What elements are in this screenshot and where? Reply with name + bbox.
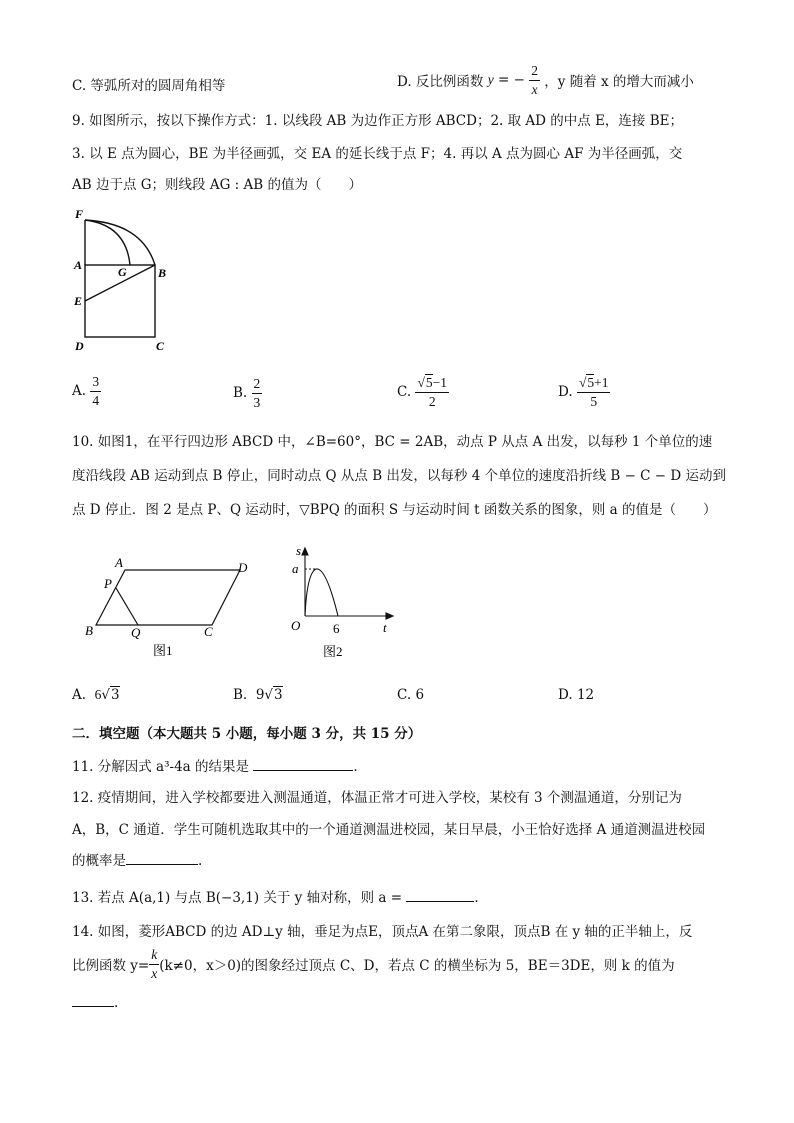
q8-d-y: y xyxy=(487,72,494,87)
option-letter: B. xyxy=(233,687,248,703)
option-letter: A. xyxy=(72,687,87,703)
q11-end: . xyxy=(353,759,358,775)
q12-line3 xyxy=(72,849,202,869)
fig2-label-a: a xyxy=(292,561,299,576)
q9-line2: 3. 以 E 点为圆心，BE 为半径画弧，交 EA 的延长线于点 F；4. 再以 A 点为圆心 AF 为半径画弧，交 xyxy=(72,146,683,162)
q10-figure1 xyxy=(80,555,255,660)
frac-den: 2 xyxy=(415,392,449,409)
frac-num: 3 xyxy=(92,374,100,389)
num-tail: +1 xyxy=(594,375,609,390)
q10-option-c xyxy=(397,687,424,703)
radicand: 5 xyxy=(587,375,595,390)
q14-line2 xyxy=(72,948,675,980)
fig1-label-a: A xyxy=(115,555,123,570)
q9-line3: AB 边于点 G；则线段 AG : AB 的值为（ ） xyxy=(72,177,362,193)
q14-fraction xyxy=(149,948,159,980)
q8-d-den: x xyxy=(529,80,540,97)
section2-title: 二．填空题（本大题共 5 小题，每小题 3 分，共 15 分） xyxy=(72,726,422,742)
fig1-label-b: B xyxy=(85,623,93,638)
q9-line1: 9. 如图所示，按以下操作方式：1. 以线段 AB 为边作正方形 ABCD；2. 取 AD 的中点 E，连接 BE； xyxy=(72,113,683,129)
fig1-label-c: C xyxy=(204,624,213,639)
q13-end: . xyxy=(474,890,479,906)
q14-line2-prefix: 比例函数 y= xyxy=(72,958,150,974)
q9-figure xyxy=(70,205,180,355)
label-g: G xyxy=(118,265,127,279)
q10-figure2 xyxy=(285,543,400,663)
frac-den: 4 xyxy=(92,392,100,408)
arc-fg xyxy=(85,220,130,265)
radicand: 5 xyxy=(425,375,433,390)
q8-d-fraction xyxy=(529,64,540,96)
frac-den: 5 xyxy=(577,392,611,409)
q10-line3: 点 D 停止．图 2 是点 P、Q 运动时，▽BPQ 的面积 S 与运动时间 t 函数关系的图象，则 a 的值是（ ） xyxy=(72,502,717,518)
label-b: B xyxy=(158,266,167,280)
q9-option-c: C. $\frac{√5-1}{2}$ xyxy=(397,375,447,409)
fig2-label-s: s xyxy=(296,543,302,558)
q14-line1: 14. 如图，菱形ABCD 的边 AD⊥y 轴，垂足为点E，顶点A 在第二象限，顶点B 在 y 轴的正半轴上，反 xyxy=(72,924,693,940)
option-letter: D. xyxy=(558,384,573,400)
label-e: E xyxy=(74,294,83,308)
q8-d-prefix: D. 反比例函数 xyxy=(397,74,484,90)
q8-option-d xyxy=(397,64,694,96)
segment-pq xyxy=(116,588,138,625)
q10-line1: 10. 如图1，在平行四边形 ABCD 中，∠B=60°，BC = 2AB，动点 P 从点 A 出发，以每秒 1 个单位的速 xyxy=(72,434,713,450)
fig2-label-6: 6 xyxy=(333,621,340,636)
label-c: C xyxy=(156,339,165,353)
label-f: F xyxy=(75,207,84,221)
area-curve xyxy=(305,569,338,616)
q9-option-d: D. $\frac{√5+1}{5}$ xyxy=(558,375,609,409)
q14-end: . xyxy=(114,995,119,1011)
t-axis-arrow xyxy=(386,613,393,619)
coef: 6 xyxy=(94,687,102,702)
q11 xyxy=(72,755,358,775)
label-d: D xyxy=(75,339,84,353)
q8-d-eq: = − xyxy=(498,72,525,88)
fig1-label-d: D xyxy=(238,560,248,575)
fig2-label-t: t xyxy=(383,620,387,635)
q14-frac-den: x xyxy=(151,965,158,981)
frac-den: 3 xyxy=(253,394,261,410)
num-tail: −1 xyxy=(432,375,447,390)
q8-d-suffix: ，y 随着 x 的增大而减小 xyxy=(544,74,694,90)
q13-text: 13. 若点 A(a,1) 与点 B(−3,1) 关于 y 轴对称，则 a = xyxy=(72,890,403,906)
q12-end: . xyxy=(198,853,203,869)
fig1-label-p: P xyxy=(104,576,112,591)
fig2-caption: 图2 xyxy=(323,644,343,659)
q14-line3 xyxy=(72,995,118,1011)
option-text: 12 xyxy=(576,687,595,703)
arc-fb xyxy=(85,220,155,265)
q12-line1: 12. 疫情期间，进入学校都要进入测温通道，体温正常才可进入学校，某校有 3 个测温通道，分别记为 xyxy=(72,790,682,806)
parallelogram-abcd xyxy=(96,570,240,625)
q10-option-a: A. 6√3 xyxy=(72,687,120,703)
q9-option-a xyxy=(72,375,101,407)
s-axis-arrow xyxy=(302,548,308,555)
option-letter: A. xyxy=(72,383,87,399)
radicand: 3 xyxy=(111,687,120,703)
option-letter: B. xyxy=(233,385,248,401)
frac-num: 2 xyxy=(253,376,261,391)
q9-option-b xyxy=(233,377,262,409)
coef: 9 xyxy=(255,687,265,703)
q14-frac-num: k xyxy=(151,947,158,962)
q8-d-num: 2 xyxy=(531,63,538,78)
label-a: A xyxy=(74,258,83,272)
q13-answer-blank[interactable] xyxy=(406,901,474,902)
option-letter: D. xyxy=(558,687,573,703)
fig2-label-o: O xyxy=(291,618,301,633)
radicand: 3 xyxy=(274,687,283,703)
q11-answer-blank[interactable] xyxy=(253,770,353,771)
q14-answer-blank[interactable] xyxy=(72,1006,114,1007)
q12-line2: A，B，C 通道．学生可随机选取其中的一个通道测温进校园，某日早晨，小王恰好选择 A 通道测温进校园 xyxy=(72,822,706,838)
option-letter: C. xyxy=(397,687,412,703)
q11-text: 11. 分解因式 a³-4a 的结果是 xyxy=(72,759,250,775)
option-letter: C. xyxy=(397,384,412,400)
q12-answer-blank[interactable] xyxy=(126,864,198,865)
q13 xyxy=(72,886,479,906)
q8-option-c: C. 等弧所对的圆周角相等 xyxy=(72,78,226,94)
fig1-caption: 图1 xyxy=(153,643,173,658)
q14-line2-suffix: (k≠0，x＞0)的图象经过顶点 C、D，若点 C 的横坐标为 5，BE＝3DE，则 k 的值为 xyxy=(159,958,675,974)
fig1-label-q: Q xyxy=(131,625,141,640)
q12-line3-text: 的概率是 xyxy=(72,853,126,869)
option-text: 6 xyxy=(415,687,425,703)
q10-option-d xyxy=(558,687,594,703)
q10-line2: 度沿线段 AB 运动到点 B 停止，同时动点 Q 从点 B 出发，以每秒 4 个单位的速度沿折线 B − C − D 运动到 xyxy=(72,468,727,484)
q10-option-b: B. 9√3 xyxy=(233,687,283,703)
